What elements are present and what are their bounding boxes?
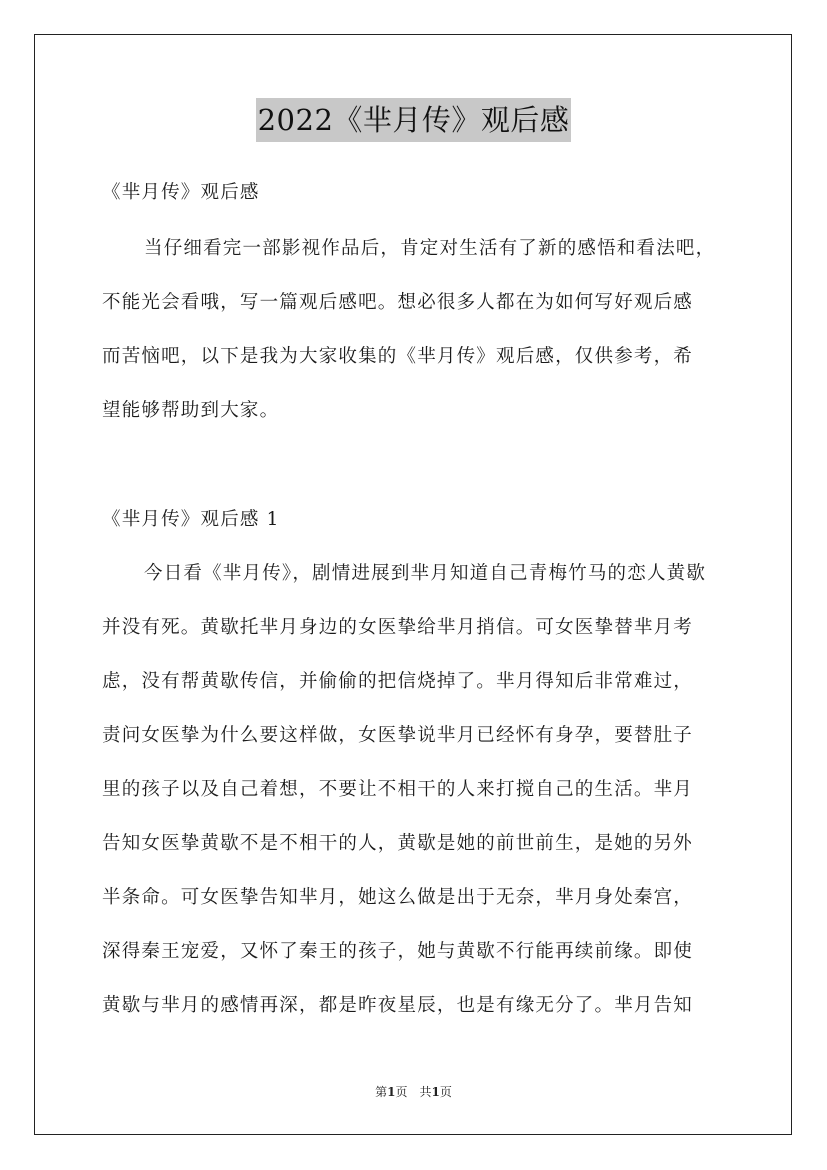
paragraph-line: 虑，没有帮黄歇传信，并偷偷的把信烧掉了。芈月得知后非常难过， — [102, 671, 694, 692]
paragraph-line: 今日看《芈月传》，剧情进展到芈月知道自己青梅竹马的恋人黄歇 — [144, 563, 707, 584]
paragraph-line: 并没有死。黄歇托芈月身边的女医挚给芈月捎信。可女医挚替芈月考 — [102, 617, 694, 638]
section-heading: 《芈月传》观后感 1 — [102, 509, 280, 530]
paragraph-line: 里的孩子以及自己着想，不要让不相干的人来打搅自己的生活。芈月 — [102, 779, 694, 800]
paragraph-line: 不能光会看哦，写一篇观后感吧。想必很多人都在为如何写好观后感 — [102, 292, 694, 313]
footer-page-mid: 页 共 — [395, 1085, 432, 1099]
paragraph-line: 而苦恼吧，以下是我为大家收集的《芈月传》观后感，仅供参考，希 — [102, 346, 694, 367]
paragraph-line: 深得秦王宠爱，又怀了秦王的孩子，她与黄歇不行能再续前缘。即使 — [102, 941, 694, 962]
paragraph-line: 半条命。可女医挚告知芈月，她这么做是出于无奈，芈月身处秦宫， — [102, 887, 694, 908]
footer-page-number: 1 — [387, 1085, 396, 1099]
paragraph-line: 当仔细看完一部影视作品后，肯定对生活有了新的感悟和看法吧， — [144, 238, 716, 259]
document-title: 2022《芈月传》观后感 — [256, 98, 572, 142]
footer-page-prefix: 第 — [375, 1085, 388, 1099]
title-container — [0, 98, 827, 142]
paragraph-line: 黄歇与芈月的感情再深，都是昨夜星辰，也是有缘无分了。芈月告知 — [102, 995, 694, 1016]
paragraph-line: 责问女医挚为什么要这样做，女医挚说芈月已经怀有身孕，要替肚子 — [102, 725, 694, 746]
footer-page-total: 1 — [431, 1085, 440, 1099]
paragraph-line: 望能够帮助到大家。 — [102, 400, 280, 421]
section-heading: 《芈月传》观后感 — [102, 182, 260, 203]
paragraph-line: 告知女医挚黄歇不是不相干的人，黄歇是她的前世前生，是她的另外 — [102, 833, 694, 854]
footer-page-suffix: 页 — [439, 1085, 452, 1099]
page-footer — [0, 1083, 827, 1100]
